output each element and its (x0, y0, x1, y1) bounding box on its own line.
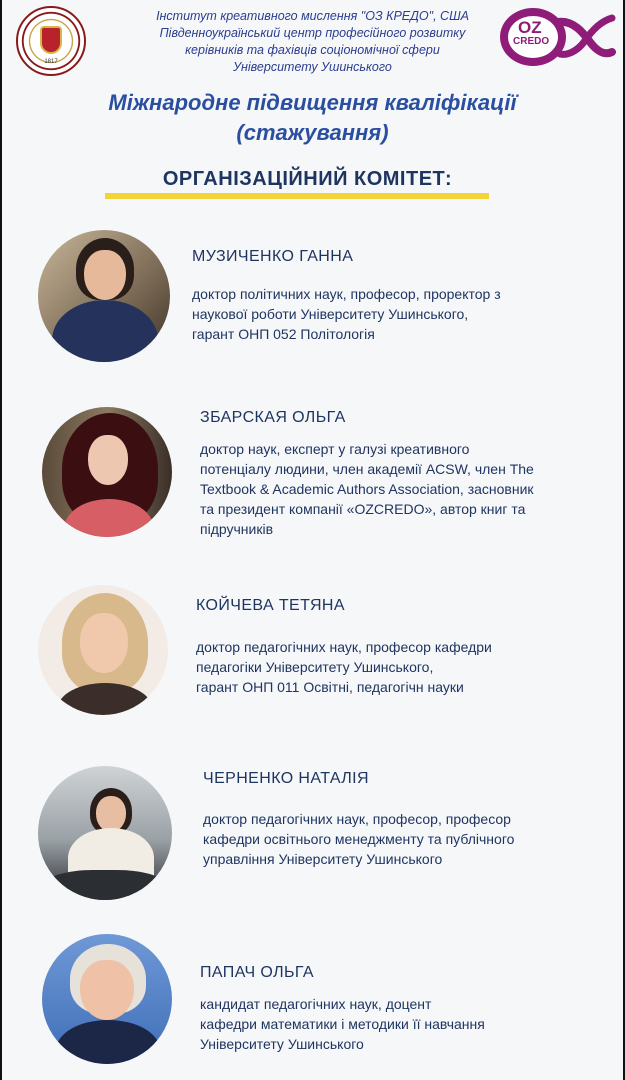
member-photo (42, 407, 172, 537)
page-edge-left (0, 0, 2, 1080)
member-description (200, 439, 534, 539)
description-line: гарант ОНП 011 Освітні, педагогічн науки (196, 679, 464, 695)
member-description (200, 994, 485, 1054)
seal-year: 1817 (44, 59, 58, 65)
description-line: доктор педагогічних наук, професор, професор (203, 811, 511, 827)
description-line: управління Університету Ушинського (203, 851, 443, 867)
title-line: (стажування) (236, 120, 389, 145)
heading-underline (105, 193, 489, 199)
member-description (203, 809, 514, 869)
description-line: доктор політичних наук, професор, проректор з (192, 286, 501, 302)
member-photo (38, 766, 172, 900)
logo-text-bottom: CREDO (513, 36, 550, 47)
member-name: КОЙЧЕВА ТЕТЯНА (196, 597, 345, 614)
description-line: педагогіки Університету Ушинського, (196, 659, 434, 675)
description-line: Університету Ушинського (200, 1036, 364, 1052)
committee-heading: ОРГАНІЗАЦІЙНИЙ КОМІТЕТ: (162, 168, 453, 190)
institute-info (120, 8, 505, 76)
coat-of-arms-icon (40, 26, 62, 54)
member-photo (38, 585, 168, 715)
institute-line: Південноукраїнський центр професійного розвитку (159, 26, 466, 40)
member-name: ЗБАРСКАЯ ОЛЬГА (200, 409, 346, 426)
title-line: Міжнародне підвищення кваліфікації (108, 90, 517, 115)
member-description (192, 284, 501, 344)
member-name: МУЗИЧЕНКО ГАННА (192, 248, 354, 265)
logo-text-top: OZ (518, 18, 542, 37)
member-name: ПАПАЧ ОЛЬГА (200, 964, 314, 981)
description-line: кафедри математики і методики її навчання (200, 1016, 485, 1032)
member-photo (42, 934, 172, 1064)
description-line: доктор педагогічних наук, професор кафедри (196, 639, 492, 655)
member-name: ЧЕРНЕНКО НАТАЛІЯ (203, 770, 369, 787)
institute-line: Університету Ушинського (233, 60, 392, 74)
institute-line: керівників та фахівців соціономічної сфери (185, 43, 440, 57)
member-description (196, 637, 492, 697)
member-photo (38, 230, 170, 362)
description-line: підручників (200, 521, 274, 537)
university-seal-logo (16, 6, 86, 76)
logo-swoosh-icon (554, 12, 616, 60)
description-line: та президент компанії «OZCREDO», автор книг та (200, 501, 526, 517)
page-title (0, 88, 625, 148)
description-line: гарант ОНП 052 Політологія (192, 326, 375, 342)
description-line: кандидат педагогічних наук, доцент (200, 996, 432, 1012)
description-line: доктор наук, експерт у галузі креативного (200, 441, 470, 457)
description-line: кафедри освітнього менеджменту та публічного (203, 831, 515, 847)
ozcredo-logo (498, 4, 622, 70)
institute-line: Інститут креативного мислення "ОЗ КРЕДО", США (156, 9, 469, 23)
description-line: Textbook & Academic Authors Association, засновник (200, 481, 534, 497)
description-line: наукової роботи Університету Ушинського, (192, 306, 469, 322)
description-line: потенціалу людини, член академії ACSW, член The (200, 461, 534, 477)
